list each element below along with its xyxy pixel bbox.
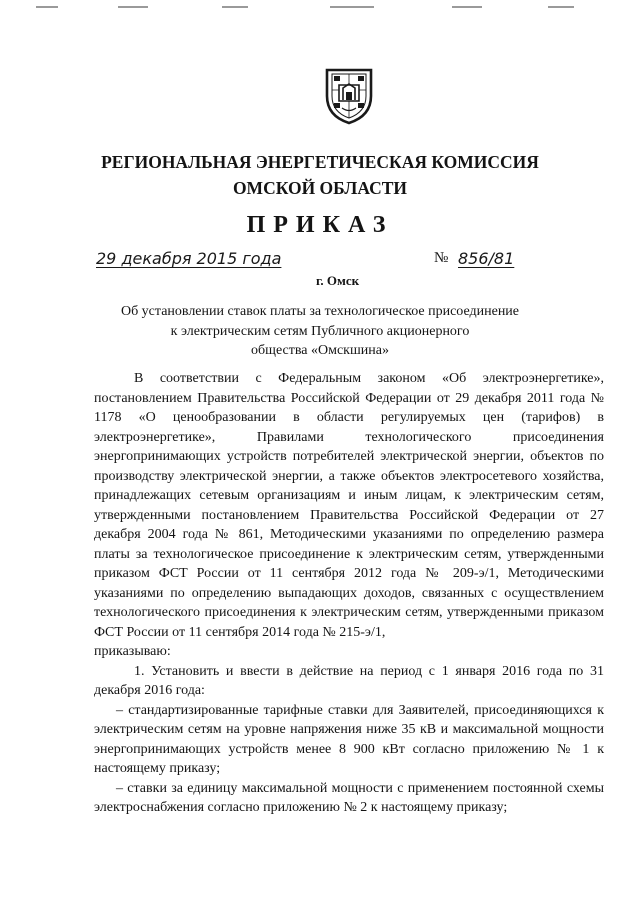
order-date: 29 декабря 2015 года <box>96 249 282 268</box>
scan-artifact <box>118 6 148 8</box>
scan-artifact <box>222 6 248 8</box>
city: г. Омск <box>316 273 360 288</box>
scan-artifact <box>548 6 574 8</box>
item-1-dash-1: – стандартизированные тарифные ставки для Заявителей, присоединяющихся к электрическим сетям на уровне напряжения ниже 35 кВ и максимальной мощности энергопринимающих устройств менее 8 900 кВт согласно приложению № 1 к настоящему приказу; <box>94 702 604 776</box>
organization-name-line-1: РЕГИОНАЛЬНАЯ ЭНЕРГЕТИЧЕСКАЯ КОМИССИЯ <box>101 152 539 172</box>
document-type-title: ПРИКАЗ <box>246 212 394 238</box>
scan-artifact <box>330 6 374 8</box>
order-body <box>94 369 604 818</box>
preamble-paragraph: В соответствии с Федеральным законом «Об электроэнергетике», постановлением Правительства Российской Федерации от 29 декабря 2011 года № 1178 «О ценообразовании в области регулируемых цен (тарифов) в электроэнергетике», Правилами технологического присоединения энергопринимающих устройств потребителей электрической энергии, объектов по производству электрической энергии, а также объектов электросетевого хозяйства, принадлежащих сетевым организациям и иным лицам, к электрическим сетям, утвержденными постановлением Правительства Российской Федерации от 27 декабря 2004 года № 861, Методическими указаниями по определению размера платы за технологическое присоединение к электрическим сетям, утвержденными приказом ФСТ России от 11 сентября 2012 года № 209-э/1, Методическими указаниями по определению выпадающих доходов, связанных с осуществлением технологического присоединения к электрическим сетям, утвержденными приказом ФСТ России от 11 сентября 2014 года № 215-э/1, <box>94 371 604 640</box>
order-subject <box>0 302 640 361</box>
order-number: 856/81 <box>458 249 515 268</box>
subject-line-2: к электрическим сетям Публичного акционерного <box>170 323 470 339</box>
order-number-label: № <box>434 250 449 266</box>
item-1-dash-2: – ставки за единицу максимальной мощности с применением постоянной схемы электроснабжения согласно приложению № 2 к настоящему приказу; <box>94 780 604 815</box>
scan-artifact <box>452 6 482 8</box>
subject-line-1: Об установлении ставок платы за технологическое присоединение <box>120 304 520 319</box>
organization-name-line-2: ОМСКОЙ ОБЛАСТИ <box>232 178 408 198</box>
item-1: 1. Установить и ввести в действие на период с 1 января 2016 года по 31 декабря 2016 года: <box>94 663 604 698</box>
omsk-region-coat-of-arms-icon <box>323 66 375 126</box>
order-word: приказываю: <box>94 644 171 659</box>
subject-line-3: общества «Омскшина» <box>251 343 389 358</box>
scan-artifact <box>36 6 58 8</box>
